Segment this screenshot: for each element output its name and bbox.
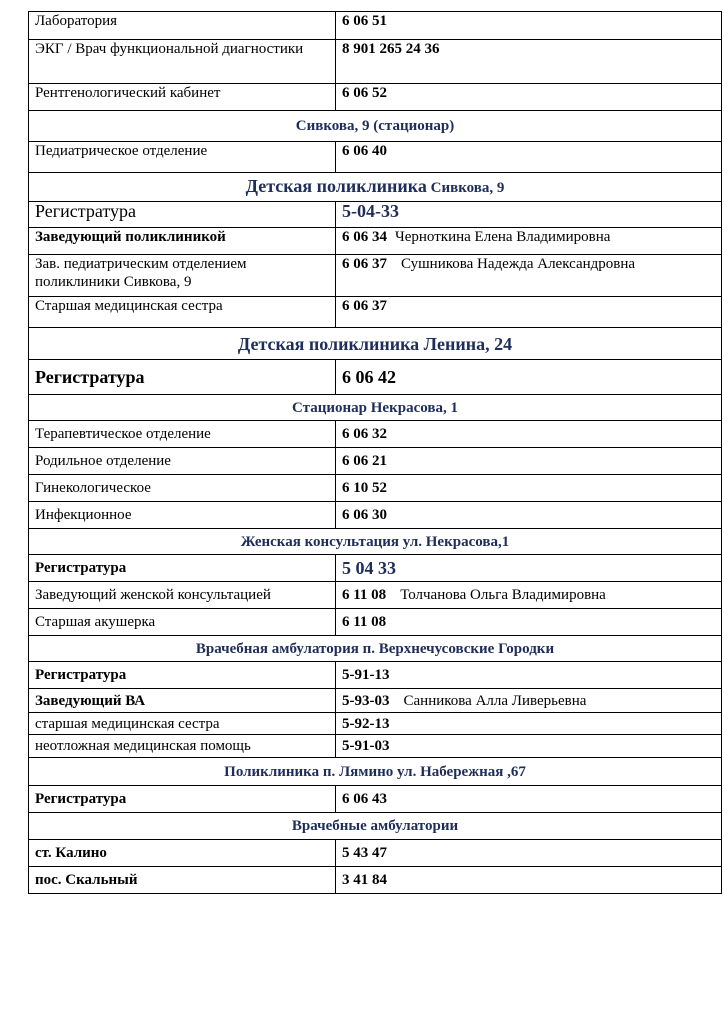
row-label: Заведующий поликлиникой (29, 228, 336, 255)
person-name: Санникова Алла Ливерьевна (403, 692, 587, 709)
section-title (29, 173, 722, 202)
row-label: Зав. педиатрическим отделением поликлиники Сивкова, 9 (29, 255, 336, 297)
row-phone: 5 04 33 (336, 555, 722, 582)
table-row (29, 713, 722, 735)
table-row (29, 502, 722, 529)
section-title: Врачебные амбулатории (29, 813, 722, 840)
section-header-row (29, 636, 722, 662)
row-label: Инфекционное (29, 502, 336, 529)
row-phone-with-name (336, 255, 722, 297)
row-phone-with-name (336, 689, 722, 713)
section-header-row (29, 813, 722, 840)
row-label: ст. Калино (29, 840, 336, 867)
row-label: Терапевтическое отделение (29, 421, 336, 448)
section-header-row (29, 395, 722, 421)
table-row (29, 555, 722, 582)
table-row (29, 297, 722, 328)
row-phone: 6 10 52 (336, 475, 722, 502)
row-phone: 6 06 51 (336, 12, 722, 40)
row-phone: 5-92-13 (336, 713, 722, 735)
row-label: Регистратура (29, 786, 336, 813)
row-label: Заведующий ВА (29, 689, 336, 713)
table-row (29, 12, 722, 40)
row-label: Регистратура (29, 202, 336, 228)
table-row (29, 228, 722, 255)
table-row (29, 582, 722, 609)
row-phone: 5 43 47 (336, 840, 722, 867)
row-phone: 6 06 30 (336, 502, 722, 529)
row-phone: 6 11 08 (342, 587, 387, 603)
section-title: Стационар Некрасова, 1 (29, 395, 722, 421)
row-phone: 6 06 42 (336, 360, 722, 395)
person-name: Черноткина Елена Владимировна (395, 229, 611, 245)
table-row (29, 735, 722, 758)
row-phone: 6 06 32 (336, 421, 722, 448)
row-label: пос. Скальный (29, 867, 336, 894)
row-label: Старшая акушерка (29, 609, 336, 636)
table-row (29, 255, 722, 297)
table-row (29, 475, 722, 502)
table-row (29, 84, 722, 111)
row-label: старшая медицинская сестра (29, 713, 336, 735)
row-phone: 8 901 265 24 36 (336, 40, 722, 84)
table-row (29, 786, 722, 813)
row-phone: 5-91-03 (336, 735, 722, 758)
section-header-row (29, 529, 722, 555)
table-row (29, 448, 722, 475)
table-row (29, 202, 722, 228)
row-label: Лаборатория (29, 12, 336, 40)
row-label: Родильное отделение (29, 448, 336, 475)
row-label: Рентгенологический кабинет (29, 84, 336, 111)
row-phone-with-name (336, 582, 722, 609)
row-phone: 5-91-13 (336, 662, 722, 689)
row-phone: 3 41 84 (336, 867, 722, 894)
row-label: Регистратура (29, 555, 336, 582)
row-label: Гинекологическое (29, 475, 336, 502)
row-label: ЭКГ / Врач функциональной диагностики (29, 40, 336, 84)
phone-directory-table (28, 11, 722, 894)
section-header-row (29, 111, 722, 142)
row-phone: 6 06 37 (342, 256, 387, 272)
section-title-main: Детская поликлиника (245, 176, 427, 196)
row-phone: 6 06 34 (342, 229, 387, 245)
row-phone: 6 06 43 (336, 786, 722, 813)
row-phone: 6 06 40 (336, 142, 722, 173)
section-header-row (29, 173, 722, 202)
table-row (29, 421, 722, 448)
row-label: Старшая медицинская сестра (29, 297, 336, 328)
row-phone: 5-93-03 (342, 692, 390, 709)
row-phone-with-name (336, 228, 722, 255)
row-phone: 6 11 08 (336, 609, 722, 636)
section-header-row (29, 758, 722, 786)
table-row (29, 867, 722, 894)
person-name: Толчанова Ольга Владимировна (400, 587, 606, 603)
table-row (29, 360, 722, 395)
row-phone: 6 06 21 (336, 448, 722, 475)
section-title: Врачебная амбулатория п. Верхнечусовские Городки (29, 636, 722, 662)
table-row (29, 609, 722, 636)
table-row (29, 689, 722, 713)
section-title-small: Сивкова, 9 (430, 180, 505, 196)
section-title: Детская поликлиника Ленина, 24 (29, 328, 722, 360)
table-row (29, 662, 722, 689)
row-phone: 6 06 37 (336, 297, 722, 328)
table-row (29, 840, 722, 867)
section-header-row (29, 328, 722, 360)
section-title: Поликлиника п. Лямино ул. Набережная ,67 (29, 758, 722, 786)
row-label: Педиатрическое отделение (29, 142, 336, 173)
table-row (29, 40, 722, 84)
section-title: Сивкова, 9 (стационар) (29, 111, 722, 142)
section-title: Женская консультация ул. Некрасова,1 (29, 529, 722, 555)
row-label: Заведующий женской консультацией (29, 582, 336, 609)
row-phone: 5-04-33 (336, 202, 722, 228)
row-label: неотложная медицинская помощь (29, 735, 336, 758)
row-phone: 6 06 52 (336, 84, 722, 111)
row-label: Регистратура (29, 662, 336, 689)
row-label: Регистратура (29, 360, 336, 395)
person-name: Сушникова Надежда Александровна (401, 256, 636, 272)
table-row (29, 142, 722, 173)
